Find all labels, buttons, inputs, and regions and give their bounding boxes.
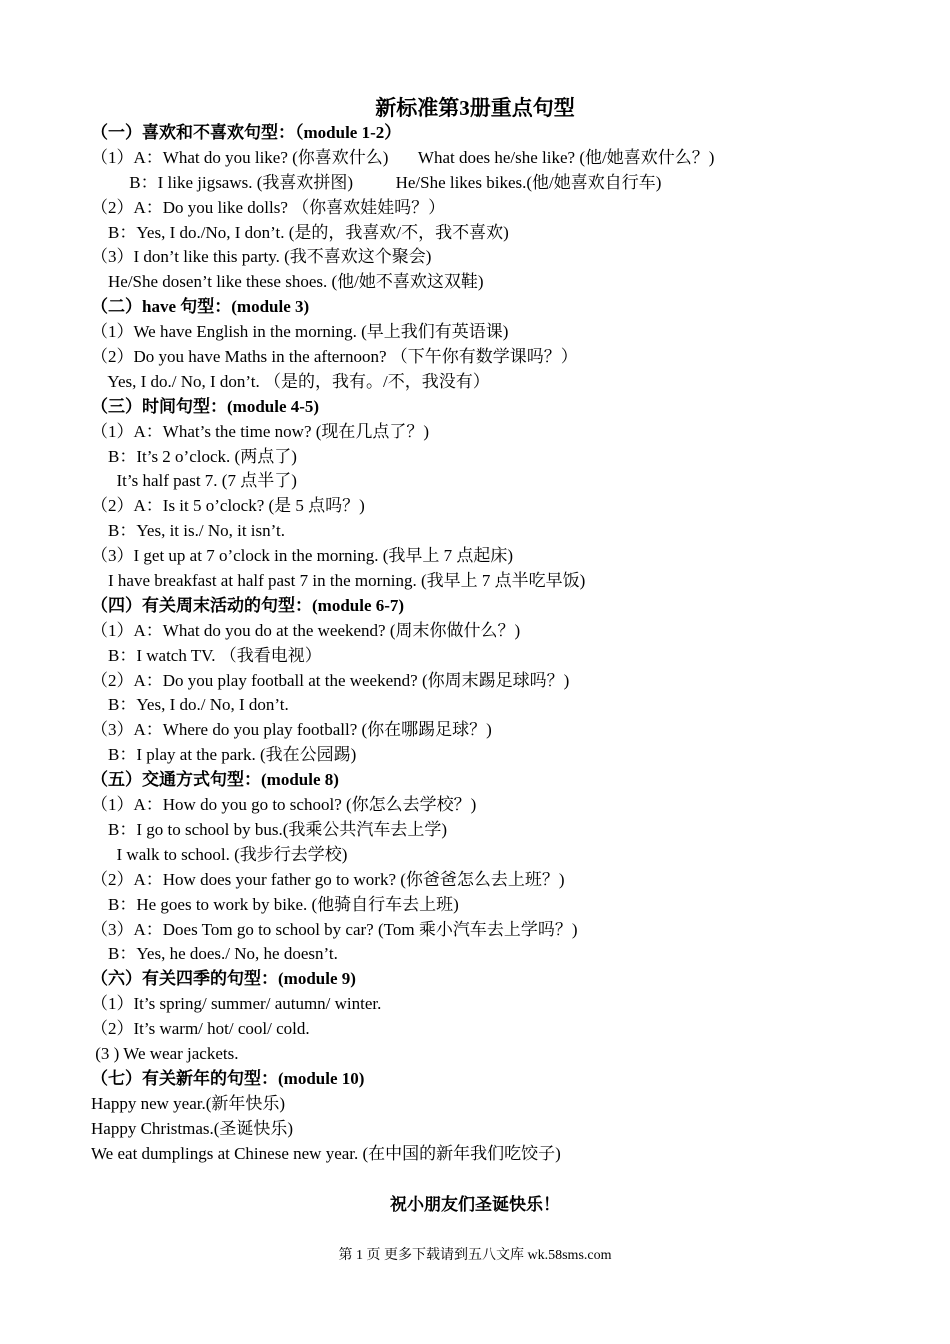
document-body <box>91 121 921 1166</box>
page-footer: 第 1 页 更多下载请到五八文库 wk.58sms.com <box>338 1248 612 1263</box>
sentence-line: Happy Christmas.(圣诞快乐) <box>91 1118 294 1138</box>
sentence-line: （1）We have English in the morning. (早上我们有英语课) <box>91 322 509 342</box>
sentence-line: （2）A：How does your father go to work? (你爸爸怎么去上班？) <box>91 869 565 889</box>
sentence-line: （3）I get up at 7 o’clock in the morning. (我早上 7 点起床) <box>91 546 514 566</box>
sentence-line: B：Yes, it is./ No, it isn’t. <box>91 521 285 541</box>
sentence-line: （3）A：Where do you play football? (你在哪踢足球？) <box>91 720 492 740</box>
sentence-line: （2）A：Is it 5 o’clock? (是 5 点吗？) <box>91 496 365 516</box>
sentence-line: It’s half past 7. (7 点半了) <box>91 471 297 491</box>
section-heading: （四）有关周末活动的句型：(module 6-7) <box>91 595 405 615</box>
sentence-line: （2）A：Do you like dolls? （你喜欢娃娃吗？） <box>91 197 446 217</box>
section-heading: （六）有关四季的句型：(module 9) <box>91 969 356 989</box>
sentence-line: Happy new year.(新年快乐) <box>91 1093 286 1113</box>
sentence-line: （2）A：Do you play football at the weekend? (你周末踢足球吗？) <box>91 670 570 690</box>
sentence-line: B：Yes, I do./ No, I don’t. <box>91 695 289 715</box>
sentence-line: I walk to school. (我步行去学校) <box>91 844 348 864</box>
sentence-line: （2）It’s warm/ hot/ cool/ cold. <box>91 1019 310 1039</box>
sentence-line: B：I go to school by bus.(我乘公共汽车去上学) <box>91 819 448 839</box>
sentence-line: B：He goes to work by bike. (他骑自行车去上班) <box>91 894 459 914</box>
sentence-line: （1）A：What’s the time now? (现在几点了？) <box>91 421 430 441</box>
section-heading: （五）交通方式句型：(module 8) <box>91 770 339 790</box>
sentence-line: （1）It’s spring/ summer/ autumn/ winter. <box>91 994 382 1014</box>
section-heading: （七）有关新年的句型：(module 10) <box>91 1068 365 1088</box>
sentence-line: （1）A：What do you do at the weekend? (周末你做什么？) <box>91 620 521 640</box>
sentence-line: B：I like jigsaws. (我喜欢拼图) He/She likes bikes.(他/她喜欢自行车) <box>91 172 662 192</box>
section-heading: （二）have 句型：(module 3) <box>91 297 310 317</box>
sentence-line: （3）I don’t like this party. (我不喜欢这个聚会) <box>91 247 432 267</box>
section-heading: （一）喜欢和不喜欢句型：（module 1-2） <box>91 123 402 142</box>
sentence-line: He/She dosen’t like these shoes. (他/她不喜欢这双鞋) <box>91 272 484 292</box>
sentence-line: B：I play at the park. (我在公园踢) <box>91 745 357 765</box>
sentence-line: B：It’s 2 o’clock. (两点了) <box>91 446 297 466</box>
sentence-line: B：Yes, he does./ No, he doesn’t. <box>91 944 338 964</box>
sentence-line: B：I watch TV. （我看电视） <box>91 645 322 665</box>
sentence-line: （2）Do you have Maths in the afternoon? （下午你有数学课吗？） <box>91 347 578 367</box>
document-title: 新标准第3册重点句型 <box>375 96 575 120</box>
sentence-line: I have breakfast at half past 7 in the morning. (我早上 7 点半吃早饭) <box>91 571 586 591</box>
sentence-line: （1）A：What do you like? (你喜欢什么) What does he/she like? (他/她喜欢什么？) <box>91 147 715 167</box>
sentence-line: （1）A：How do you go to school? (你怎么去学校？) <box>91 795 477 815</box>
sentence-line: B：Yes, I do./No, I don’t. (是的，我喜欢/不，我不喜欢) <box>91 222 509 242</box>
sentence-line: We eat dumplings at Chinese new year. (在中国的新年我们吃饺子) <box>91 1143 561 1163</box>
sentence-line: (3 ) We wear jackets. <box>91 1043 239 1063</box>
sentence-line: Yes, I do./ No, I don’t. （是的，我有。/不，我没有） <box>91 371 490 391</box>
sentence-line: （3）A：Does Tom go to school by car? (Tom 乘小汽车去上学吗？) <box>91 919 578 939</box>
closing-greeting: 祝小朋友们圣诞快乐！ <box>390 1195 560 1214</box>
section-heading: （三）时间句型：(module 4-5) <box>91 396 320 416</box>
